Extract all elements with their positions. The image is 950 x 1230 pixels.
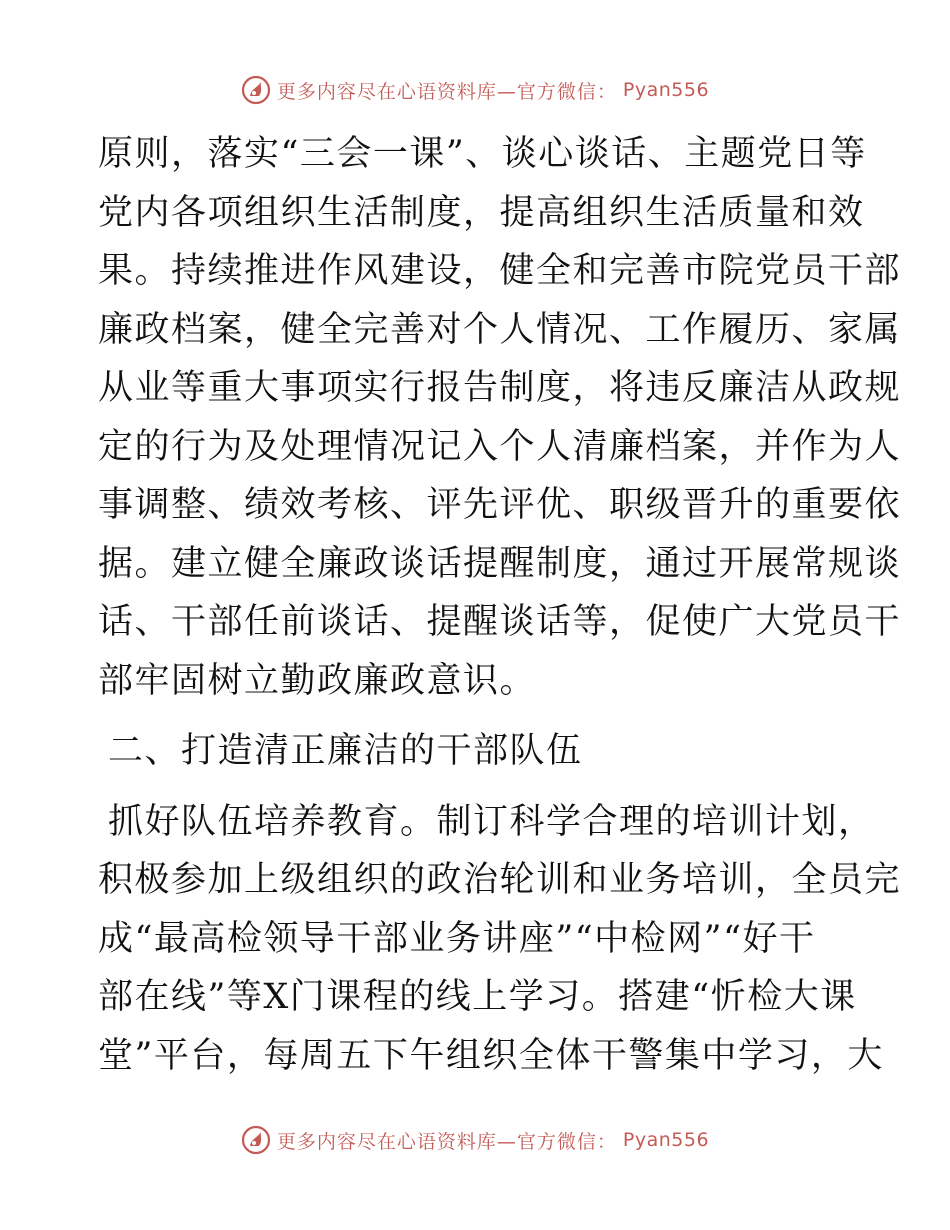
text-line: 堂”平台，每周五下午组织全体干警集中学习，大 — [98, 1035, 884, 1076]
text-line: 部在线”等X门课程的线上学习。搭建“忻检大课 — [98, 977, 857, 1017]
flame-circle-icon — [241, 75, 271, 105]
text-line: 从业等重大事项实行报告制度，将违反廉洁从政规 — [98, 368, 902, 408]
text-line: 定的行为及处理情况记入个人清廉档案，并作为人 — [98, 426, 902, 467]
watermark-brand: Pyan556 — [622, 79, 710, 101]
watermark-text: 更多内容尽在心语资料库—官方微信： — [276, 80, 617, 103]
section-heading: 二、打造清正廉洁的干部队伍 — [108, 731, 583, 771]
text-line: 话、干部任前谈话、提醒谈话等，促使广大党员干 — [98, 602, 902, 642]
text-line: 部牢固树立勤政廉政意识。 — [98, 660, 537, 701]
text-line: 廉政档案，健全完善对个人情况、工作履历、家属 — [98, 309, 902, 350]
text-line: 成“最高检领导干部业务讲座”“中检网”“好干 — [98, 918, 816, 959]
watermark-text: 更多内容尽在心语资料库—官方微信： — [276, 1130, 617, 1153]
paragraph-2 — [98, 793, 902, 1086]
flame-circle-icon — [241, 1125, 271, 1155]
text-line: 事调整、绩效考核、评先评优、职级晋升的重要依 — [98, 485, 902, 525]
text-line: 果。持续推进作风建设，健全和完善市院党员干部 — [98, 251, 902, 291]
paragraph-1 — [98, 125, 902, 710]
text-line: 积极参加上级组织的政治轮训和业务培训，全员完 — [98, 860, 902, 900]
header-watermark — [0, 70, 950, 110]
document-body — [98, 125, 902, 1085]
watermark-brand: Pyan556 — [622, 1129, 710, 1151]
text-line: 原则，落实“三会一课”、谈心谈话、主题党日等 — [98, 134, 867, 174]
text-line: 抓好队伍培养教育。制订科学合理的培训计划， — [108, 801, 875, 842]
footer-watermark — [0, 1120, 950, 1160]
text-line: 据。建立健全廉政谈话提醒制度，通过开展常规谈 — [98, 543, 902, 584]
text-line: 党内各项组织生活制度，提高组织生活质量和效 — [98, 192, 865, 233]
